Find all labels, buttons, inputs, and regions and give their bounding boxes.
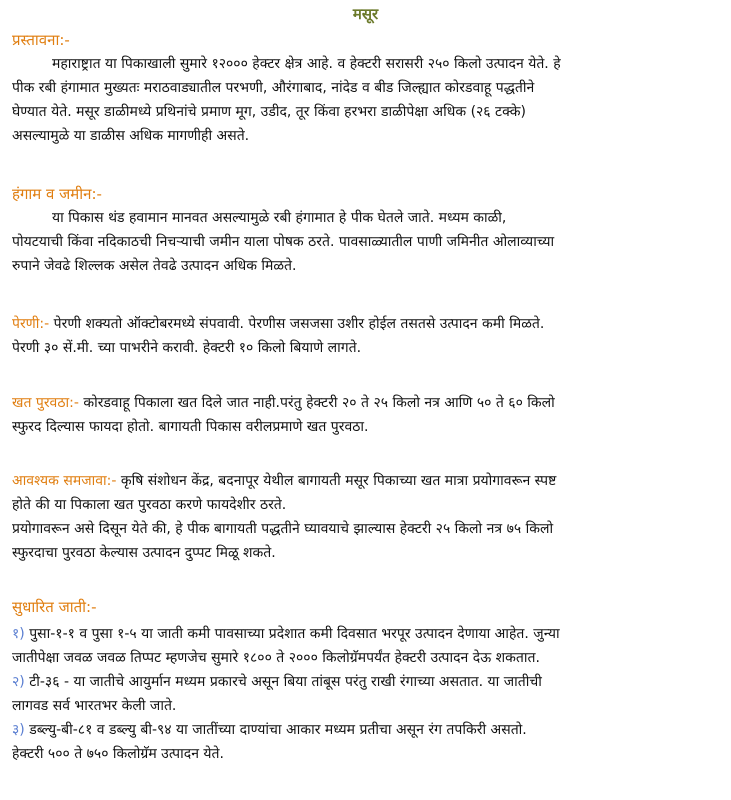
list-item (12, 718, 719, 742)
item-number: ३) (12, 722, 25, 738)
heading-introduction: प्रस्तावना:- (12, 31, 70, 49)
text-line: महाराष्ट्रात या पिकाखाली सुमारे १२००० हेक्टर क्षेत्र आहे. व हेक्टरी सरासरी २५० किलो उत्पादन येते. हे (52, 56, 561, 72)
text-line: स्फुरदाचा पुरवठा केल्यास उत्पादन दुप्पट मिळू शकते. (12, 545, 276, 561)
heading-fertilizer: खत पुरवठा:- (12, 395, 79, 411)
text-line: लागवड सर्व भारतभर केली जाते. (12, 698, 177, 714)
text-line: पेरणी ३० सें.मी. च्या पाभरीने करावी. हेक्टरी १० किलो बियाणे लागते. (12, 340, 362, 356)
fertilizer-text: कोरडवाहू पिकाला खत दिले जात नाही.परंतु हेक्टरी २० ते २५ किलो नत्र आणि ५० ते ६० किलो (78, 395, 555, 411)
note-text: कृषि संशोधन केंद्र, बदनापूर येथील बागायती मसूर पिकाच्या खत मात्रा प्रयोगावरून स्पष्ट (116, 473, 557, 489)
paragraph-season-soil (12, 206, 719, 278)
text-line: रुपाने जेवढे शिल्लक असेल तेवढे उत्पादन अधिक मिळते. (12, 258, 297, 274)
text-line (12, 312, 719, 336)
text-line: पोयटयाची किंवा नदिकाठची निचऱ्याची जमीन याला पोषक ठरते. पावसाळ्यातील पाणी जमिनीत ओलाव्याच्या (12, 234, 555, 250)
heading-sowing: पेरणी:- (12, 316, 50, 332)
list-item (12, 622, 719, 646)
item-text: पुसा-१-१ व पुसा १-५ या जाती कमी पावसाच्या प्रदेशात कमी दिवसात भरपूर उत्पादन देणाया आहेत. जुन्या (24, 626, 560, 642)
paragraph-introduction (12, 52, 719, 148)
list-varieties (12, 622, 719, 766)
heading-season-soil: हंगाम व जमीन:- (12, 185, 102, 203)
item-text: डब्ल्यु-बी-८१ व डब्ल्यु बी-९४ या जातींच्या दाण्यांचा आकार मध्यम प्रतीचा असून रंग तपकिरी असतो. (24, 722, 527, 738)
paragraph-note (12, 469, 719, 565)
item-text: टी-३६ - या जातीचे आयुर्मान मध्यम प्रकारचे असून बिया तांबूस परंतु राखी रंगाच्या असतात. या जातीची (24, 674, 542, 690)
item-number: १) (12, 626, 25, 642)
sowing-text: पेरणी शक्यतो ऑक्टोबरमध्ये संपवावी. पेरणीस जसजसा उशीर होईल तसतसे उत्पादन कमी मिळते. (49, 316, 545, 332)
paragraph-fertilizer (12, 391, 719, 439)
list-item (12, 670, 719, 694)
text-line (12, 391, 719, 415)
text-line: प्रयोगावरून असे दिसून येते की, हे पीक बागायती पद्धतीने घ्यावयाचे झाल्यास हेक्टरी २५ किलो नत्र ७५ किलो (12, 521, 554, 537)
heading-note: आवश्यक समजावा:- (12, 473, 117, 489)
text-line: घेण्यात येते. मसूर डाळीमध्ये प्रथिनांचे प्रमाण मूग, उडीद, तूर किंवा हरभरा डाळीपेक्षा अधिक (२६ टक्के) (12, 104, 526, 120)
paragraph-sowing (12, 312, 719, 360)
text-line: जातीपेक्षा जवळ जवळ तिप्पट म्हणजेच सुमारे १८०० ते २००० किलोग्रॅमपर्यंत हेक्टरी उत्पादन देऊ शकतात. (12, 650, 540, 666)
text-line: स्फुरद दिल्यास फायदा होतो. बागायती पिकास वरीलप्रमाणे खत पुरवठा. (12, 419, 369, 435)
text-line (12, 469, 719, 493)
text-line: असल्यामुळे या डाळीस अधिक मागणीही असते. (12, 128, 250, 144)
text-line: पीक रबी हंगामात मुख्यतः मराठवाड्यातील परभणी, औरंगाबाद, नांदेड व बीड जिल्ह्यात कोरडवाहू पद्धतीने (12, 80, 535, 96)
text-line: हेक्टरी ५०० ते ७५० किलोग्रॅम उत्पादन येते. (12, 746, 224, 762)
text-line: होते की या पिकाला खत पुरवठा करणे फायदेशीर ठरते. (12, 497, 287, 513)
document-title: मसूर (352, 5, 379, 23)
heading-varieties: सुधारित जाती:- (12, 598, 97, 616)
text-line: या पिकास थंड हवामान मानवत असल्यामुळे रबी हंगामात हे पीक घेतले जाते. मध्यम काळी, (52, 210, 507, 226)
item-number: २) (12, 674, 25, 690)
